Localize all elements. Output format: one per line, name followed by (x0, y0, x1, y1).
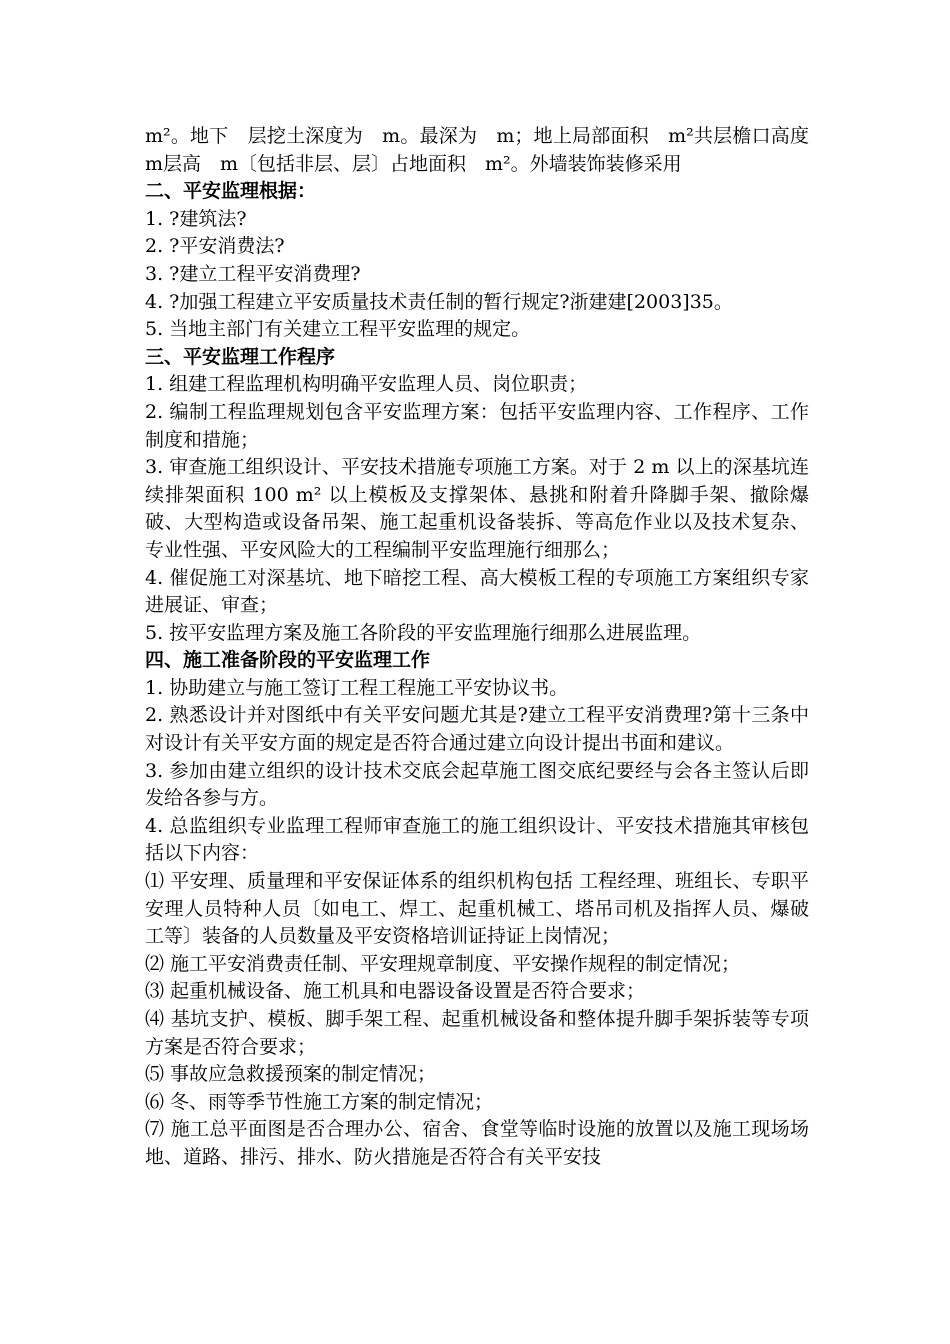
section-heading-preparation: 四、施工准备阶段的平安监理工作 (145, 649, 431, 672)
list-item: 1. 组建工程监理机构明确平安监理人员、岗位职责； (145, 373, 588, 396)
list-item: 1. 协助建立与施工签订工程工程施工平安协议书。 (145, 676, 569, 699)
list-item: 3. ?建立工程平安消费理? (145, 262, 361, 285)
list-item: 5. 当地主部门有关建立工程平安监理的规定。 (145, 318, 531, 341)
sub-item: ⑶ 起重机械设备、施工机具和电器设备设置是否符合要求； (145, 980, 646, 1003)
sub-item: ⑸ 事故应急救援预案的制定情况； (145, 1063, 437, 1086)
list-item: 5. 按平安监理方案及施工各阶段的平安监理施行细那么进展监理。 (145, 621, 702, 644)
sub-item: ⑴ 平安理、质量理和平安保证体系的组织机构包括 工程经理、班组长、专职平安理人员特种人员〔如电工、焊工、起重机械工、塔吊司机及指挥人员、爆破工等〕装备的人员数量及平安资格培训证持证上岗情况； (145, 870, 809, 948)
list-item: 2. 熟悉设计并对图纸中有关平安问题尤其是?建立工程平安消费理?第十三条中对设计有关平安方面的规定是否符合通过建立向设计提出书面和建议。 (145, 704, 809, 755)
section-heading-basis: 二、平安监理根据： (145, 180, 317, 203)
list-item: 2. ?平安消费法? (145, 235, 285, 258)
list-item: 2. 编制工程监理规划包含平安监理方案：包括平安监理内容、工作程序、工作制度和措施； (145, 400, 809, 451)
list-item: 3. 审查施工组织设计、平安技术措施专项施工方案。对于 2 m 以上的深基坑连续排架面积 100 m² 以上模板及支撑架体、悬挑和附着升降脚手架、撤除爆破、大型构造或设备吊架、施工起重机设备装拆、等高危作业以及技术复杂、专业性强、平安风险大的工程编制平安监理施行细那么； (145, 456, 809, 561)
list-item: 4. ?加强工程建立平安质量技术责任制的暂行规定?浙建建[2003]35。 (145, 290, 733, 313)
list-item: 3. 参加由建立组织的设计技术交底会起草施工图交底纪要经与会各主签认后即发给各参与方。 (145, 759, 809, 810)
list-item: 4. 总监组织专业监理工程师审查施工的施工组织设计、平安技术措施其审核包括以下内容： (145, 814, 809, 865)
list-item: 4. 催促施工对深基坑、地下暗挖工程、高大模板工程的专项施工方案组织专家进展证、审查； (145, 566, 809, 617)
section-heading-procedure: 三、平安监理工作程序 (145, 345, 336, 368)
list-item: 1. ?建筑法? (145, 207, 247, 230)
intro-paragraph: m²。地下 层挖土深度为 m。最深为 m；地上局部面积 m²共层檐口高度 m层高 m〔包括非层、层〕占地面积 m²。外墙装饰装修采用 (145, 125, 829, 175)
sub-item: ⑹ 冬、雨等季节性施工方案的制定情况； (145, 1090, 494, 1113)
sub-item: ⑷ 基坑支护、模板、脚手架工程、起重机械设备和整体提升脚手架拆装等专项方案是否符合要求； (145, 1008, 809, 1058)
sub-item: ⑺ 施工总平面图是否合理办公、宿舍、食堂等临时设施的放置以及施工现场场地、道路、排污、排水、防火措施是否符合有关平安技 (145, 1118, 809, 1168)
sub-item: ⑵ 施工平安消费责任制、平安理规章制度、平安操作规程的制定情况； (145, 952, 741, 975)
document-page (145, 123, 829, 1172)
